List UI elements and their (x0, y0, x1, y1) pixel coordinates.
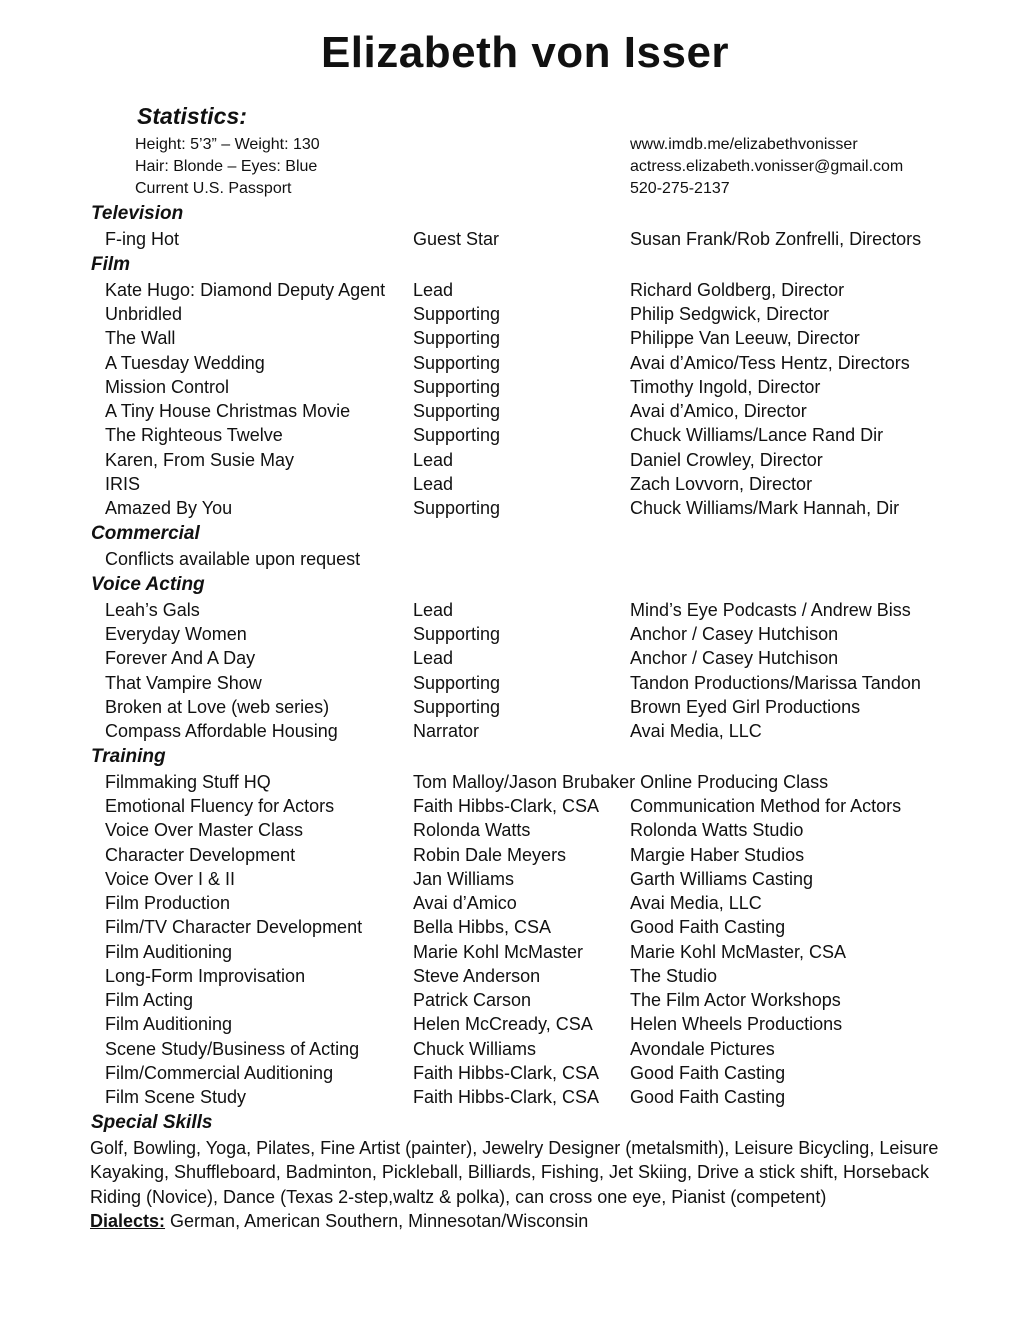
credit-role: Narrator (413, 721, 480, 741)
credit-role: Supporting (413, 624, 501, 644)
credit-title: Unbridled (105, 304, 183, 324)
table-row (0, 399, 1020, 423)
training-instructor: Faith Hibbs-Clark, CSA (413, 796, 600, 816)
training-course: Film/Commercial Auditioning (105, 1063, 334, 1083)
training-course: Film Production (105, 893, 231, 913)
credit-title: Kate Hugo: Diamond Deputy Agent (105, 280, 386, 300)
training-school: The Film Actor Workshops (630, 990, 841, 1010)
credit-director: Philip Sedgwick, Director (630, 304, 830, 324)
table-row (0, 719, 1020, 743)
credit-role: Supporting (413, 425, 501, 445)
training-instructor: Faith Hibbs-Clark, CSA (413, 1063, 600, 1083)
dialects-list: German, American Southern, Minnesotan/Wisconsin (165, 1211, 589, 1231)
actor-name: Elizabeth von Isser (320, 28, 730, 77)
training-course: Scene Study/Business of Acting (105, 1039, 360, 1059)
credit-title: Leah’s Gals (105, 600, 200, 620)
table-row (0, 302, 1020, 326)
table-row (0, 891, 1020, 915)
table-row (0, 598, 1020, 622)
credit-producer: Mind’s Eye Podcasts / Andrew Biss (630, 600, 911, 620)
table-row (0, 622, 1020, 646)
table-row (0, 375, 1020, 399)
training-course: Voice Over Master Class (105, 820, 304, 840)
table-row (0, 448, 1020, 472)
training-course: Filmmaking Stuff HQ (105, 772, 271, 792)
credit-role: Supporting (413, 353, 501, 373)
training-instructor: Steve Anderson (413, 966, 541, 986)
training-school: Garth Williams Casting (630, 869, 814, 889)
training-course: Film Auditioning (105, 1014, 233, 1034)
table-row (0, 1061, 1020, 1085)
table-row (0, 1037, 1020, 1061)
credit-role: Lead (413, 600, 454, 620)
credit-role: Supporting (413, 377, 501, 397)
email-link[interactable]: actress.elizabeth.vonisser@gmail.com (630, 158, 904, 175)
dialects-label: Dialects: (90, 1211, 166, 1231)
credit-title: A Tuesday Wedding (105, 353, 265, 373)
table-row (0, 794, 1020, 818)
credit-producer: Tandon Productions/Marissa Tandon (630, 673, 921, 693)
credit-title: That Vampire Show (105, 673, 262, 693)
credit-producer: Brown Eyed Girl Productions (630, 697, 861, 717)
credit-title: Everyday Women (105, 624, 247, 644)
training-school: Rolonda Watts Studio (630, 820, 804, 840)
table-row (0, 1085, 1020, 1109)
credit-title: The Wall (105, 328, 176, 348)
training-course: Long-Form Improvisation (105, 966, 306, 986)
section-heading-training: Training (91, 746, 166, 767)
training-instructor: Patrick Carson (413, 990, 532, 1010)
training-instructor: Tom Malloy/Jason Brubaker Online Producing Class (413, 772, 829, 792)
table-row (0, 964, 1020, 988)
training-instructor: Bella Hibbs, CSA (413, 917, 552, 937)
stat-height-weight: Height: 5’3” – Weight: 130 (135, 136, 320, 153)
training-school: Margie Haber Studios (630, 845, 805, 865)
credit-director: Avai d’Amico, Director (630, 401, 807, 421)
credit-role: Guest Star (413, 229, 500, 249)
section-heading-special-skills: Special Skills (91, 1112, 213, 1133)
training-school: Communication Method for Actors (630, 796, 902, 816)
table-row (0, 695, 1020, 719)
table-row (0, 770, 1020, 794)
credit-title: The Righteous Twelve (105, 425, 283, 445)
table-row (0, 843, 1020, 867)
credit-title: Amazed By You (105, 498, 233, 518)
credit-role: Supporting (413, 697, 501, 717)
section-heading-voice-acting: Voice Acting (91, 574, 205, 595)
dialects-line (90, 1209, 588, 1233)
table-row (0, 646, 1020, 670)
credit-title: F-ing Hot (105, 229, 180, 249)
section-heading-film: Film (91, 254, 131, 275)
credit-director: Timothy Ingold, Director (630, 377, 821, 397)
credit-title: Broken at Love (web series) (105, 697, 330, 717)
credit-role: Supporting (413, 673, 501, 693)
stat-hair-eyes: Hair: Blonde – Eyes: Blue (135, 158, 318, 175)
training-instructor: Avai d’Amico (413, 893, 517, 913)
table-row (0, 326, 1020, 350)
training-course: Film/TV Character Development (105, 917, 363, 937)
training-course: Voice Over I & II (105, 869, 236, 889)
training-course: Film Scene Study (105, 1087, 247, 1107)
credit-director: Richard Goldberg, Director (630, 280, 845, 300)
credit-title: A Tiny House Christmas Movie (105, 401, 351, 421)
credit-director: Chuck Williams/Mark Hannah, Dir (630, 498, 900, 518)
table-row (0, 1012, 1020, 1036)
table-row (0, 988, 1020, 1012)
training-school: The Studio (630, 966, 718, 986)
credit-role: Supporting (413, 304, 501, 324)
training-instructor: Helen McCready, CSA (413, 1014, 593, 1034)
credit-role: Lead (413, 450, 454, 470)
training-school: Helen Wheels Productions (630, 1014, 843, 1034)
training-course: Emotional Fluency for Actors (105, 796, 335, 816)
credit-role: Supporting (413, 328, 501, 348)
stat-passport: Current U.S. Passport (135, 180, 292, 197)
credit-director: Zach Lovvorn, Director (630, 474, 813, 494)
table-row (0, 278, 1020, 302)
training-school: Marie Kohl McMaster, CSA (630, 942, 847, 962)
training-school: Good Faith Casting (630, 1063, 786, 1083)
training-school: Good Faith Casting (630, 1087, 786, 1107)
credit-role: Lead (413, 648, 454, 668)
credit-title: Compass Affordable Housing (105, 721, 338, 741)
credit-title: IRIS (105, 474, 141, 494)
training-school: Good Faith Casting (630, 917, 786, 937)
phone-number: 520-275-2137 (630, 180, 730, 197)
credit-producer: Anchor / Casey Hutchison (630, 648, 839, 668)
training-school: Avondale Pictures (630, 1039, 775, 1059)
statistics-heading: Statistics: (137, 103, 247, 129)
special-skills-text: Golf, Bowling, Yoga, Pilates, Fine Artist (painter), Jewelry Designer (metalsmith), Leisure Bicycling, Leisure Kayaking, Shuffleboard, Badminton, Pickleball, Billiards, Fishing, Jet Skiing, Drive a stick shift, Horseback Riding (Novice), Dance (Texas 2-step,waltz & polka), can cross one eye, Pianist (competent) (90, 1138, 939, 1207)
training-instructor: Robin Dale Meyers (413, 845, 567, 865)
table-row (0, 423, 1020, 447)
table-row (0, 671, 1020, 695)
credit-role: Lead (413, 474, 454, 494)
training-school: Avai Media, LLC (630, 893, 762, 913)
training-instructor: Rolonda Watts (413, 820, 531, 840)
training-instructor: Jan Williams (413, 869, 515, 889)
credit-director: Avai d’Amico/Tess Hentz, Directors (630, 353, 910, 373)
table-row (0, 496, 1020, 520)
credit-title: Mission Control (105, 377, 230, 397)
training-instructor: Chuck Williams (413, 1039, 537, 1059)
credit-director: Susan Frank/Rob Zonfrelli, Directors (630, 229, 922, 249)
table-row (0, 940, 1020, 964)
training-instructor: Faith Hibbs-Clark, CSA (413, 1087, 600, 1107)
training-course: Character Development (105, 845, 296, 865)
training-course: Film Acting (105, 990, 194, 1010)
credit-role: Lead (413, 280, 454, 300)
commercial-note: Conflicts available upon request (105, 549, 361, 569)
credit-director: Chuck Williams/Lance Rand Dir (630, 425, 884, 445)
list-item (0, 547, 1020, 571)
credit-producer: Anchor / Casey Hutchison (630, 624, 839, 644)
credit-title: Karen, From Susie May (105, 450, 295, 470)
credit-director: Daniel Crowley, Director (630, 450, 823, 470)
credit-producer: Avai Media, LLC (630, 721, 762, 741)
section-heading-television: Television (91, 203, 184, 224)
training-course: Film Auditioning (105, 942, 233, 962)
table-row (0, 915, 1020, 939)
table-row (0, 867, 1020, 891)
credit-role: Supporting (413, 498, 501, 518)
credit-role: Supporting (413, 401, 501, 421)
section-heading-commercial: Commercial (91, 523, 200, 544)
table-row (0, 227, 1020, 251)
table-row (0, 472, 1020, 496)
credit-director: Philippe Van Leeuw, Director (630, 328, 860, 348)
credit-title: Forever And A Day (105, 648, 256, 668)
table-row (0, 818, 1020, 842)
table-row (0, 351, 1020, 375)
training-instructor: Marie Kohl McMaster (413, 942, 584, 962)
imdb-link[interactable]: www.imdb.me/elizabethvonisser (630, 136, 858, 153)
